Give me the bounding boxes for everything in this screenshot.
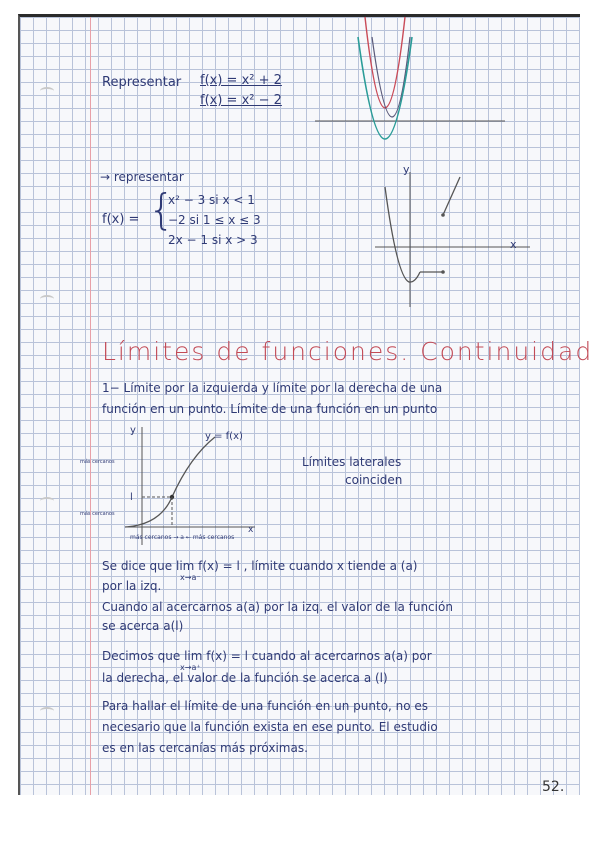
piecewise-graph (365, 157, 540, 317)
parabola-graph (310, 17, 510, 157)
graph3-mas-cercanos-left: más cercanos (80, 511, 115, 517)
para1-line-2: por la izq. (102, 579, 162, 593)
graph3-bottom-label: más cercanos → a ← más cercanos (130, 534, 235, 541)
punch-hole (40, 707, 54, 715)
para1-line-1: Se dice que lim f(x) = l , límite cuando x tiende a (a) (102, 559, 418, 573)
piecewise-point (441, 213, 445, 217)
piecewise-curve (385, 187, 420, 282)
side-note-line-2: coinciden (345, 473, 403, 487)
para3-line-2: necesario que la función exista en ese punto. El estudio (102, 720, 438, 734)
represent-label-2: → representar (100, 170, 184, 184)
para1-line-4: se acerca a(l) (102, 619, 184, 633)
parabola-teal (358, 37, 412, 139)
punch-hole (40, 87, 54, 95)
function-1: f(x) = x² + 2 (200, 73, 282, 88)
para2-line-2: la derecha, el valor de la función se acerca a (l) (102, 671, 388, 685)
section-1-line-2: función en un punto. Límite de una función en un punto (102, 402, 438, 416)
para1-line-3: Cuando al acercarnos a(a) por la izq. el valor de la función (102, 600, 453, 614)
graph3-y-label: y (130, 425, 136, 436)
piecewise-point (441, 270, 445, 274)
notebook-page (18, 14, 594, 795)
margin-line (90, 17, 91, 795)
page-number: 52. (542, 779, 565, 795)
para3-line-1: Para hallar el límite de una función en un punto, no es (102, 699, 429, 713)
graph3-func-label: y = f(x) (205, 431, 243, 442)
graph3-mas-cercanos-top: más cercanos (80, 459, 115, 465)
section-title: Límites de funciones. Continuidad (102, 337, 594, 366)
graph2-y-label: y (403, 163, 410, 176)
graph2-x-label: x (510, 238, 517, 251)
piecewise-case-2: −2 si 1 ≤ x ≤ 3 (168, 213, 261, 227)
limit-curve (125, 437, 215, 527)
para1-limit-sub: x→a⁻ (180, 573, 201, 582)
graph3-l-label: l (130, 492, 133, 503)
parabola-red (365, 17, 405, 108)
represent-label: Representar (102, 75, 182, 90)
para2-limit-sub: x→a⁺ (180, 663, 201, 672)
piecewise-name: f(x) = (102, 212, 140, 227)
piecewise-case-1: x² − 3 si x < 1 (168, 193, 255, 207)
para3-line-3: es en las cercanías más próximas. (102, 741, 308, 755)
side-note-line-1: Límites laterales (302, 455, 402, 469)
graph3-x-label: x (248, 525, 254, 535)
brace-icon: { (148, 185, 175, 234)
parabola-dark (372, 37, 410, 117)
piecewise-line (443, 177, 460, 215)
punch-hole (40, 295, 54, 303)
section-1-line-1: 1− Límite por la izquierda y límite por la derecha de una (102, 381, 443, 395)
function-2: f(x) = x² − 2 (200, 93, 282, 108)
piecewise-case-3: 2x − 1 si x > 3 (168, 233, 258, 247)
punch-hole (40, 497, 54, 505)
para2-line-1: Decimos que lim f(x) = l cuando al acercarnos a(a) por (102, 649, 432, 663)
